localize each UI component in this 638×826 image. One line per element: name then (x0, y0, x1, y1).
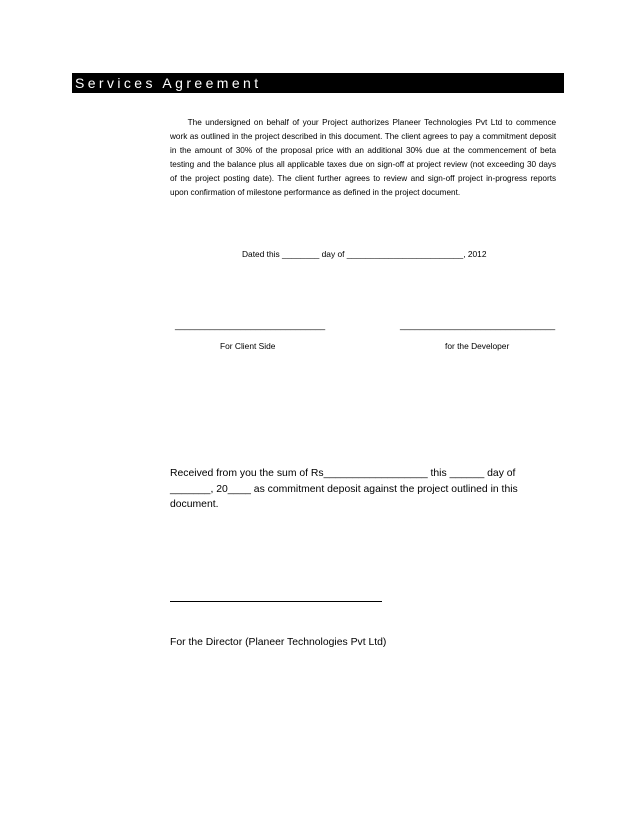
director-signature-label: For the Director (Planeer Technologies Pvt Ltd) (170, 637, 387, 648)
client-signature-label: For Client Side (220, 341, 276, 351)
client-signature-line: ______________________________ (175, 320, 326, 330)
receipt-paragraph: Received from you the sum of Rs__________________ this ______ day of _______, 20____ as commitment deposit against the project outlined in this document. (170, 468, 518, 510)
dated-line: Dated this ________ day of _________________________, 2012 (242, 249, 487, 259)
agreement-paragraph: The undersigned on behalf of your Project authorizes Planeer Technologies Pvt Ltd to commence work as outlined in the project described in this document. The client agrees to pay a commitment deposit in the amount of 30% of the proposal price with an additional 30% due at the commencement of beta testing and the balance plus all applicable taxes due on sign-off at project review (not exceeding 30 days of the project posting date). The client further agrees to review and sign-off project in-progress reports upon confirmation of milestone performance as defined in the project document. (170, 117, 557, 197)
page-title: Services Agreement (72, 73, 564, 93)
developer-signature-label: for the Developer (445, 341, 510, 351)
developer-signature-line: _______________________________ (400, 320, 556, 330)
director-signature-line (170, 601, 382, 602)
